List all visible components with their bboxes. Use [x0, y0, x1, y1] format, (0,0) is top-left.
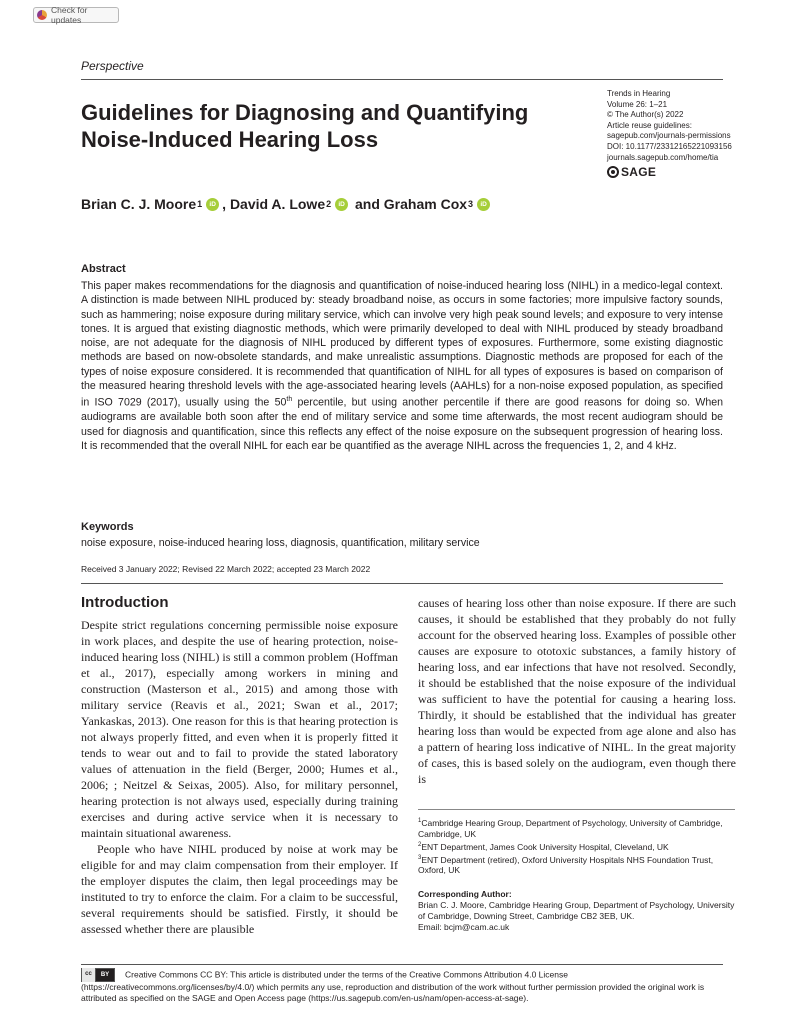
affiliation: $^3$ENT Department (retired), Oxford University Hospitals NHS Foundation Trust, Oxford, UK	[418, 854, 714, 876]
crossmark-icon	[37, 10, 47, 20]
publisher-logo	[607, 166, 767, 178]
article-type: Perspective	[81, 59, 144, 73]
sage-icon	[607, 166, 619, 178]
doi[interactable]: DOI: 10.1177/23312165221093156	[607, 141, 732, 151]
author-separator: ,	[222, 196, 230, 212]
affiliation-marker: 2	[326, 199, 332, 209]
check-for-updates-badge[interactable]	[33, 7, 119, 23]
abstract-heading: Abstract	[81, 263, 126, 275]
body-paragraph: People who have NIHL produced by noise at work may be eligible for and may claim compensation from their employer. If the employer disputes the claim, then legal proceedings may be instituted to try to enforce the claim. For a claim to be successful, several requirements should be satisfied. Firstly, it should be assessed whether there are plausible	[81, 842, 398, 936]
by-icon: BY	[96, 969, 114, 981]
body-paragraph: causes of hearing loss other than noise exposure. If there are such causes, it should be established that they probably do not fully account for the observed hearing loss. Examples of possible other causes are exposure to ototoxic substances, a family history of hearing loss, and ear infections that have not resolved. Secondly, it should be established that the noise exposure of the individual was sufficient to have the potential for causing a hearing loss. Thirdly, it should be established that the individual has greater hearing loss than would be expected from age alone and also has a pattern of hearing loss indicative of NIHL. In the great majority of cases, this is based solely on the audiogram, even though there is	[418, 596, 736, 786]
abstract-text	[81, 279, 723, 453]
affiliation-marker: 3	[468, 199, 474, 209]
abstract-part-1: This paper makes recommendations for the diagnosis and quantification of noise-induced hearing loss (NIHL) in a medico-legal context. A distinction is made between NIHL produced by: steady broadband noise, as occurs in some factories; more impulsive factory sounds, such as hammering; noise exposure during military service, which can involve very high peak sound levels; and exposure to very intense tones. It is argued that existing diagnostic methods, which were primarily developed to deal with NIHL produced by steady broadband noise, are not adequate for the diagnosis of NIHL produced by different types of exposures. Furthermore, some existing diagnostic methods are based on now-obsolete standards, and make unrealistic assumptions. Diagnostic methods are proposed for each of the types of noise exposure considered. It is recommended that quantification of NIHL for all types of exposures is based on comparison of the measured hearing threshold levels with the age-associated hearing levels (AAHLs) for a non-noise exposed population, as specified in ISO 7029 (2017), usually using the 50	[81, 280, 723, 409]
check-for-updates-label: Check for updates	[51, 5, 88, 25]
corresponding-author-email[interactable]: Email: bcjm@cam.ac.uk	[418, 922, 510, 933]
superscript: th	[286, 396, 293, 404]
keywords-heading: Keywords	[81, 521, 134, 533]
introduction-heading: Introduction	[81, 594, 169, 611]
license-divider	[81, 964, 723, 965]
publisher-name: SAGE	[621, 164, 657, 179]
orcid-icon[interactable]: iD	[477, 198, 490, 211]
header-divider	[81, 79, 723, 80]
corresponding-author-address: Brian C. J. Moore, Cambridge Hearing Group, Department of Psychology, University of Cambridge, Downing Street, Cambridge CB2 3EB, UK.	[418, 900, 735, 922]
cc-by-badge[interactable]	[81, 968, 115, 982]
journal-home-link[interactable]: journals.sagepub.com/home/tia	[607, 152, 719, 162]
left-column	[81, 617, 398, 937]
body-paragraph: Despite strict regulations concerning permissible noise exposure in work places, and despite the use of hearing protection, noise-induced hearing loss (NIHL) is still a common problem (Hoffman et al., 2017), especially among workers in mining and construction (Masterson et al., 2015) and among those with military service (Reavis et al., 2021; Swan et al., 2017; Yankaskas, 2013). One reason for this is that hearing protection is not always properly fitted, and even when it is properly fitted it tends to wear out and to fail to provide the stated laboratory values of attenuation in the field (Berger, 2000; Humes et al., 2006; ; Neitzel & Seixas, 2005). Also, for military personnel, hearing protection is not always used, especially during training exercises and during active service when it is necessary to maintain situational awareness.	[81, 618, 398, 840]
received-dates: Received 3 January 2022; Revised 22 March 2022; accepted 23 March 2022	[81, 564, 371, 574]
author-name[interactable]: Brian C. J. Moore	[81, 196, 197, 212]
license-text: Creative Commons CC BY: This article is distributed under the terms of the Creative Commons Attribution 4.0 License (https://creativecommons.org/licenses/by/4.0/) which permits any use, reproduction and distribution of the work without further permission provided the original work is attributed as specified on the SAGE and Open Access page (https://us.sagepub.com/en-us/nam/open-access-at-sage).	[81, 969, 705, 1004]
journal-volume: Volume 26: 1–21	[607, 99, 668, 109]
section-divider	[81, 583, 723, 584]
footnotes	[418, 816, 738, 933]
journal-name: Trends in Hearing	[607, 89, 671, 98]
author-list	[81, 196, 493, 212]
corresponding-author-label: Corresponding Author:	[418, 889, 512, 900]
keywords-text: noise exposure, noise-induced hearing loss, diagnosis, quantification, military service	[81, 537, 480, 549]
affiliation: $^1$Cambridge Hearing Group, Department of Psychology, University of Cambridge, Cambridge, UK	[418, 817, 723, 839]
permissions-link[interactable]: sagepub.com/journals-permissions	[607, 131, 731, 141]
affiliation-marker: 1	[197, 199, 203, 209]
reuse-guidelines: Article reuse guidelines:	[607, 120, 692, 130]
author-separator: and	[351, 196, 384, 212]
abstract-part-2: percentile, but using another percentile if there are good reasons for doing so. When audiograms are available both soon after the end of military service and some time afterwards, the most recent audiogram should be used for diagnosis and quantification, since this reflects any effect of the noise exposure on the subsequent progression of hearing loss. It is recommended that the overall NIHL for each ear be quantified as the average NIHL across the frequencies 1, 2, and 4 kHz.	[81, 396, 723, 452]
orcid-icon[interactable]: iD	[335, 198, 348, 211]
corresponding-author	[418, 889, 738, 933]
license-notice	[81, 968, 741, 1004]
cc-icon: cc	[82, 968, 96, 982]
paper-title: Guidelines for Diagnosing and Quantifying Noise-Induced Hearing Loss	[81, 100, 529, 152]
orcid-icon[interactable]: iD	[206, 198, 219, 211]
author-name[interactable]: David A. Lowe	[229, 196, 326, 212]
journal-meta	[607, 89, 767, 178]
footnote-divider	[418, 809, 735, 810]
affiliation: $^2$ENT Department, James Cook University Hospital, Cleveland, UK	[418, 841, 669, 852]
author-name[interactable]: Graham Cox	[383, 196, 468, 212]
copyright: © The Author(s) 2022	[607, 110, 684, 120]
right-column	[418, 595, 736, 787]
